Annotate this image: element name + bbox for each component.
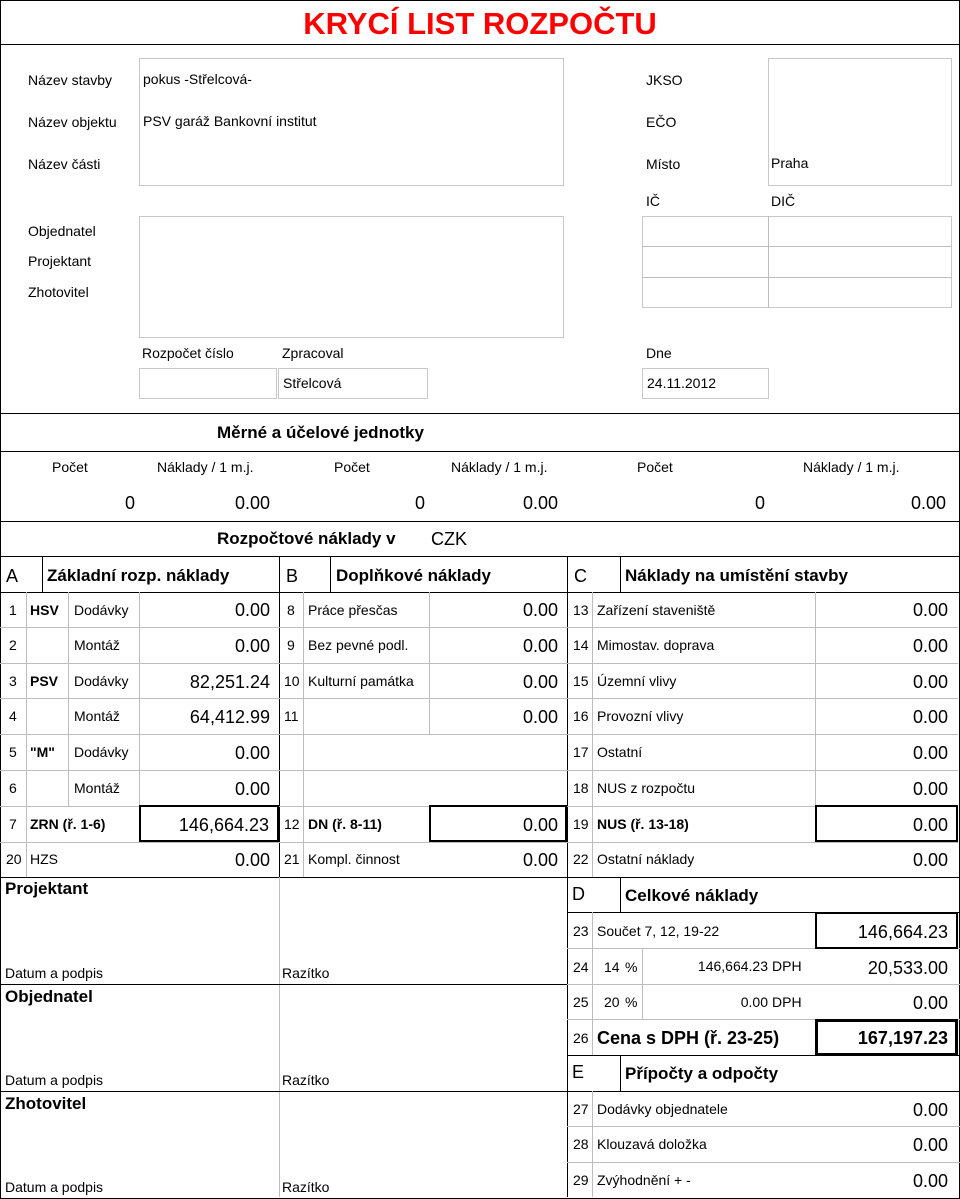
nus-value: 0.00 bbox=[912, 815, 948, 835]
row-label: Dodávky objednatele bbox=[597, 1101, 728, 1117]
row-value: 0.00 bbox=[912, 743, 948, 763]
grid-line bbox=[592, 592, 593, 878]
objednatel-label: Objednatel bbox=[28, 223, 96, 239]
sig-objednatel: Objednatel bbox=[5, 987, 93, 1006]
row-value: 0.00 bbox=[234, 743, 270, 763]
row-label: Bez pevné podl. bbox=[308, 637, 409, 653]
row-number: 28 bbox=[573, 1136, 589, 1152]
row-group: "M" bbox=[30, 744, 55, 760]
row-number: 4 bbox=[9, 708, 17, 724]
row-label: Montáž bbox=[74, 708, 120, 724]
divider bbox=[0, 877, 960, 878]
divider bbox=[0, 451, 960, 452]
row-number: 14 bbox=[573, 637, 589, 653]
row-number: 9 bbox=[287, 637, 295, 653]
grid-line bbox=[68, 592, 69, 806]
row-label: Dodávky bbox=[74, 673, 129, 689]
grid-line bbox=[303, 592, 304, 878]
dph-rate: 14 bbox=[604, 959, 620, 975]
ic-label: IČ bbox=[646, 193, 660, 209]
row-value: 0.00 bbox=[522, 672, 558, 692]
soucet-label: Součet 7, 12, 19-22 bbox=[597, 923, 720, 939]
divider bbox=[0, 413, 960, 414]
currency: CZK bbox=[431, 529, 467, 549]
naklady-label: Náklady / 1 m.j. bbox=[157, 459, 254, 475]
sig-razitko: Razítko bbox=[282, 1179, 330, 1195]
row-label: Práce přesčas bbox=[308, 602, 398, 618]
merne-naklady-value: 0.00 bbox=[234, 493, 270, 513]
row-value: 0.00 bbox=[522, 600, 558, 620]
pocet-label: Počet bbox=[52, 459, 88, 475]
section-b-letter: B bbox=[286, 566, 299, 586]
rozpocet-cislo-label: Rozpočet číslo bbox=[142, 345, 234, 361]
divider bbox=[0, 521, 960, 522]
row-value: 0.00 bbox=[234, 779, 270, 799]
row-value: 0.00 bbox=[912, 1100, 948, 1120]
cena-label: Cena s DPH (ř. 23-25) bbox=[597, 1028, 780, 1048]
row-value: 0.00 bbox=[912, 636, 948, 656]
row-label: Mimostav. doprava bbox=[597, 637, 715, 653]
section-e-letter: E bbox=[572, 1062, 585, 1082]
hzs-label: HZS bbox=[30, 851, 58, 867]
merne-pocet-value: 0 bbox=[754, 493, 765, 513]
row-number: 18 bbox=[573, 780, 589, 796]
row-number: 16 bbox=[573, 708, 589, 724]
column-line bbox=[42, 556, 43, 592]
zrn-label: ZRN (ř. 1-6) bbox=[30, 816, 106, 832]
section-c-title: Náklady na umístění stavby bbox=[625, 566, 848, 585]
row-number: 5 bbox=[9, 744, 17, 760]
row-value: 0.00 bbox=[522, 707, 558, 727]
ic-dic-box bbox=[642, 216, 952, 308]
merne-pocet-value: 0 bbox=[414, 493, 425, 513]
dic-label: DIČ bbox=[771, 193, 796, 209]
row-number: 13 bbox=[573, 602, 589, 618]
zhotovitel-label: Zhotovitel bbox=[28, 284, 89, 300]
naklady-label: Náklady / 1 m.j. bbox=[803, 459, 900, 475]
dph-value: 20,533.00 bbox=[867, 958, 948, 978]
column-line bbox=[620, 877, 621, 913]
sig-razitko: Razítko bbox=[282, 965, 330, 981]
nus-label: NUS (ř. 13-18) bbox=[597, 816, 689, 832]
soucet-value: 146,664.23 bbox=[857, 922, 948, 942]
ic-dic-row-divider bbox=[642, 277, 952, 278]
row-number: 27 bbox=[573, 1101, 589, 1117]
row-value: 82,251.24 bbox=[189, 672, 270, 692]
sig-razitko: Razítko bbox=[282, 1072, 330, 1088]
dph-base: 146,664.23 bbox=[697, 958, 768, 974]
divider bbox=[0, 556, 960, 557]
row-label: NUS z rozpočtu bbox=[597, 780, 696, 796]
grid-line bbox=[0, 627, 958, 628]
column-line bbox=[620, 1055, 621, 1091]
row-number: 2 bbox=[9, 637, 17, 653]
section-a-title: Základní rozp. náklady bbox=[47, 566, 230, 585]
row-label: Zařízení staveniště bbox=[597, 602, 716, 618]
section-c-letter: C bbox=[574, 566, 587, 586]
grid-line bbox=[567, 1126, 960, 1127]
naklady-label: Náklady / 1 m.j. bbox=[451, 459, 548, 475]
row-label: Montáž bbox=[74, 780, 120, 796]
grid-line bbox=[0, 734, 958, 735]
row-number: 24 bbox=[573, 959, 589, 975]
divider bbox=[0, 592, 960, 593]
row-value: 0.00 bbox=[912, 1171, 948, 1191]
row-label: Ostatní bbox=[597, 744, 643, 760]
ostatni-label: Ostatní náklady bbox=[597, 851, 695, 867]
row-number: 8 bbox=[287, 602, 295, 618]
row-value: 0.00 bbox=[912, 672, 948, 692]
page-title: KRYCÍ LIST ROZPOČTU bbox=[303, 6, 657, 41]
column-line bbox=[279, 556, 280, 878]
row-label: Provozní vlivy bbox=[597, 708, 684, 724]
row-number: 10 bbox=[284, 673, 300, 689]
grid-line bbox=[815, 592, 816, 806]
percent-sign: % bbox=[625, 959, 638, 975]
parties-box bbox=[139, 216, 564, 338]
row-group: HSV bbox=[30, 602, 59, 618]
merne-pocet-value: 0 bbox=[124, 493, 135, 513]
nazev-objektu-label: Název objektu bbox=[28, 114, 117, 130]
row-number: 7 bbox=[9, 816, 17, 832]
row-value: 0.00 bbox=[912, 600, 948, 620]
dph-rate: 20 bbox=[604, 994, 620, 1010]
projektant-label: Projektant bbox=[28, 253, 92, 269]
row-number: 23 bbox=[573, 923, 589, 939]
row-label: Montáž bbox=[74, 637, 120, 653]
grid-line bbox=[567, 984, 960, 985]
zpracoval-label: Zpracoval bbox=[282, 345, 344, 361]
hzs-value: 0.00 bbox=[234, 850, 270, 870]
dne-value: 24.11.2012 bbox=[647, 375, 717, 391]
merne-naklady-value: 0.00 bbox=[910, 493, 946, 513]
nazev-stavby-label: Název stavby bbox=[28, 72, 113, 88]
row-value: 0.00 bbox=[912, 1135, 948, 1155]
row-number: 25 bbox=[573, 994, 589, 1010]
row-label: Kulturní památka bbox=[308, 673, 414, 689]
grid-line bbox=[0, 842, 958, 843]
section-d-letter: D bbox=[572, 884, 585, 904]
row-number: 29 bbox=[573, 1172, 589, 1188]
grid-line bbox=[0, 770, 958, 771]
dn-value: 0.00 bbox=[522, 815, 558, 835]
row-number: 6 bbox=[9, 780, 17, 796]
pocet-label: Počet bbox=[637, 459, 673, 475]
grid-line bbox=[279, 877, 280, 1197]
sig-datum: Datum a podpis bbox=[5, 965, 104, 981]
cena-value: 167,197.23 bbox=[857, 1028, 948, 1048]
row-number: 19 bbox=[573, 816, 589, 832]
grid-line bbox=[567, 1162, 960, 1163]
row-label: Územní vlivy bbox=[597, 673, 677, 689]
column-line bbox=[620, 556, 621, 592]
grid-line bbox=[592, 1091, 593, 1197]
row-value: 64,412.99 bbox=[189, 707, 270, 727]
row-number: 21 bbox=[284, 851, 300, 867]
dph-base: 0.00 bbox=[740, 994, 768, 1010]
zpracoval-value: Střelcová bbox=[283, 375, 342, 391]
zrn-value: 146,664.23 bbox=[178, 815, 269, 835]
ic-dic-divider bbox=[768, 216, 769, 308]
row-number: 1 bbox=[9, 602, 17, 618]
row-number: 22 bbox=[573, 851, 589, 867]
eco-label: EČO bbox=[646, 114, 677, 130]
section-e-title: Přípočty a odpočty bbox=[625, 1064, 779, 1083]
percent-sign: % bbox=[625, 994, 638, 1010]
pocet-label: Počet bbox=[334, 459, 370, 475]
sig-datum: Datum a podpis bbox=[5, 1179, 104, 1195]
row-label: Dodávky bbox=[74, 602, 129, 618]
row-value: 0.00 bbox=[522, 636, 558, 656]
nazev-casti-label: Název části bbox=[28, 156, 101, 172]
row-number: 26 bbox=[573, 1030, 589, 1046]
divider bbox=[567, 1055, 960, 1056]
kompl-value: 0.00 bbox=[522, 850, 558, 870]
dph-label: DPH bbox=[772, 994, 802, 1010]
divider bbox=[0, 1091, 567, 1092]
row-label: Klouzavá doložka bbox=[597, 1136, 707, 1152]
merne-title: Měrné a účelové jednotky bbox=[217, 423, 424, 442]
row-value: 0.00 bbox=[912, 707, 948, 727]
row-value: 0.00 bbox=[912, 779, 948, 799]
grid-line bbox=[0, 698, 958, 699]
section-a-letter: A bbox=[6, 566, 19, 586]
section-d-title: Celkové náklady bbox=[625, 886, 759, 905]
divider bbox=[567, 1091, 960, 1092]
row-label: Dodávky bbox=[74, 744, 129, 760]
divider bbox=[0, 44, 960, 45]
grid-line bbox=[642, 948, 643, 1019]
rozpocet-cislo-box bbox=[139, 368, 277, 399]
column-line bbox=[330, 556, 331, 592]
misto-label: Místo bbox=[646, 156, 681, 172]
sig-zhotovitel: Zhotovitel bbox=[5, 1094, 87, 1113]
sig-datum: Datum a podpis bbox=[5, 1072, 104, 1088]
merne-naklady-value: 0.00 bbox=[522, 493, 558, 513]
section-b-title: Doplňkové náklady bbox=[336, 566, 491, 585]
row-number: 20 bbox=[6, 851, 22, 867]
sig-projektant: Projektant bbox=[5, 879, 89, 898]
ostatni-value: 0.00 bbox=[912, 850, 948, 870]
divider bbox=[0, 984, 567, 985]
nazev-stavby-value: pokus -Střelcová- bbox=[143, 71, 252, 87]
nazev-objektu-value: PSV garáž Bankovní institut bbox=[143, 113, 317, 129]
dph-label: DPH bbox=[772, 958, 802, 974]
misto-value: Praha bbox=[771, 155, 809, 171]
ic-dic-row-divider bbox=[642, 246, 952, 247]
row-number: 15 bbox=[573, 673, 589, 689]
dne-label: Dne bbox=[646, 345, 672, 361]
row-group: PSV bbox=[30, 673, 59, 689]
kompl-label: Kompl. činnost bbox=[308, 851, 400, 867]
row-number: 12 bbox=[284, 816, 300, 832]
row-number: 11 bbox=[284, 708, 299, 724]
rozpoctove-title: Rozpočtové náklady v bbox=[217, 529, 396, 548]
row-number: 3 bbox=[9, 673, 17, 689]
row-value: 0.00 bbox=[234, 636, 270, 656]
row-value: 0.00 bbox=[234, 600, 270, 620]
grid-line bbox=[139, 592, 140, 806]
jkso-label: JKSO bbox=[646, 72, 683, 88]
grid-line bbox=[26, 592, 27, 878]
grid-line bbox=[0, 663, 958, 664]
row-number: 17 bbox=[573, 744, 589, 760]
row-label: Zvýhodnění + - bbox=[597, 1172, 691, 1188]
dn-label: DN (ř. 8-11) bbox=[308, 816, 382, 832]
dph-value: 0.00 bbox=[912, 993, 948, 1013]
